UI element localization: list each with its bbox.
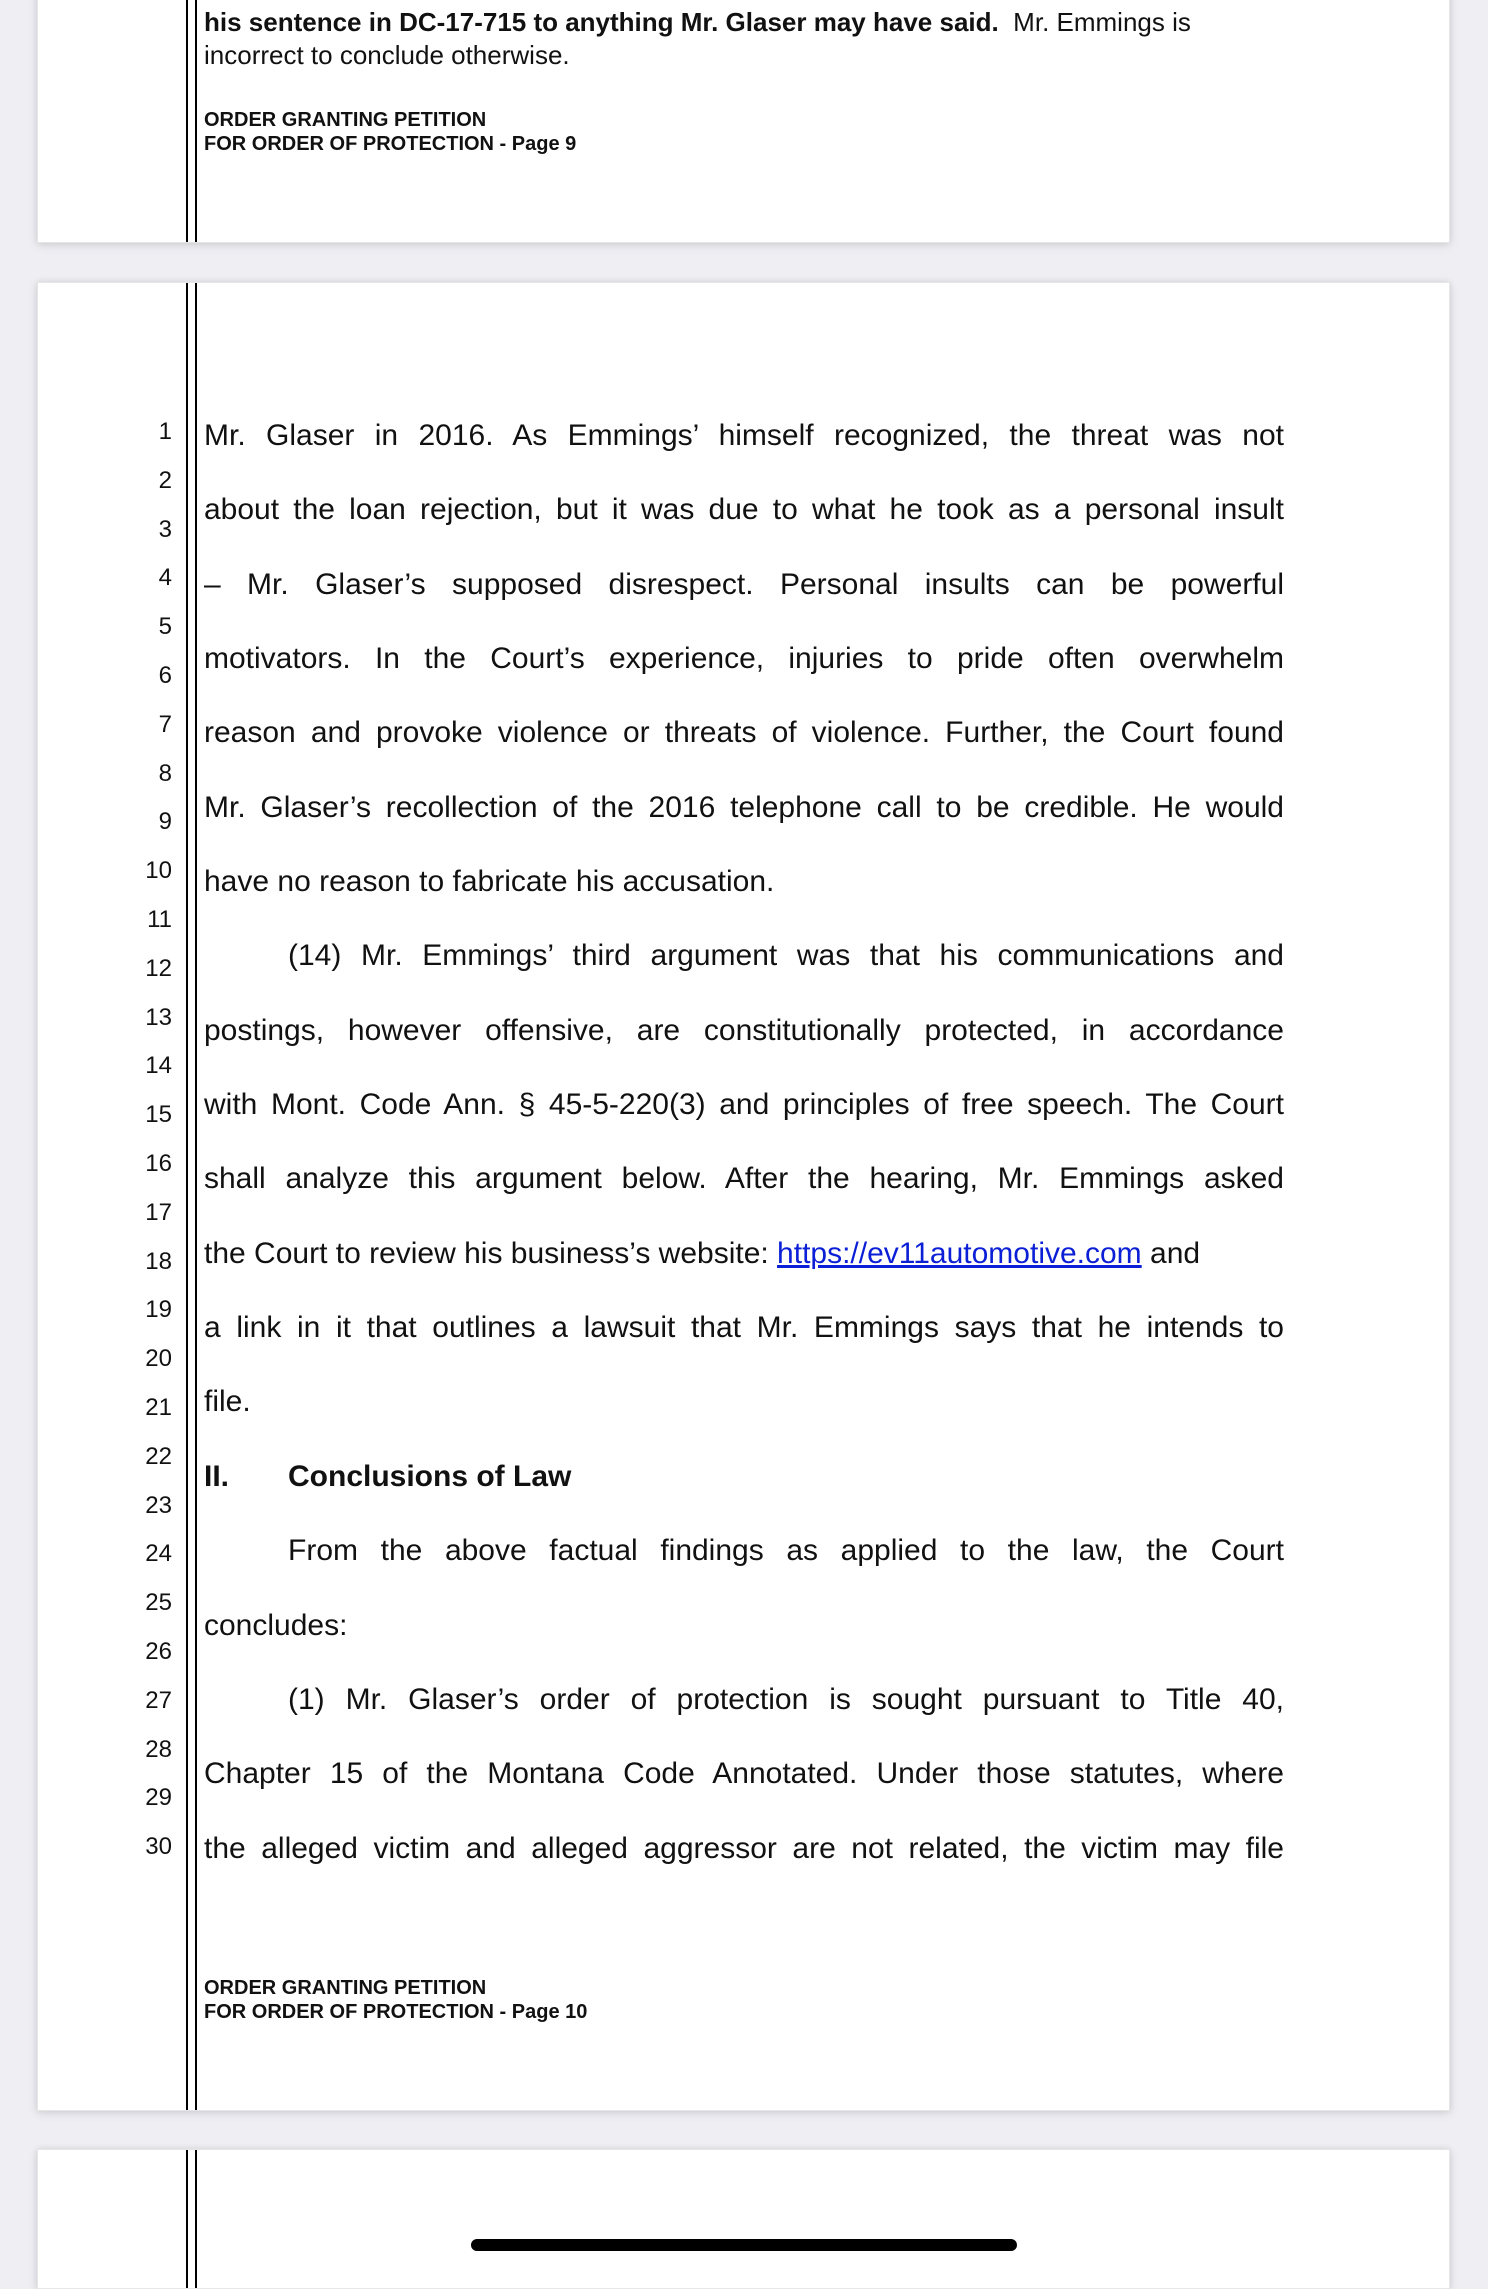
margin-rule-right	[195, 283, 197, 2110]
line-number: 8	[158, 759, 172, 787]
line-number: 9	[158, 808, 172, 836]
line-number: 14	[145, 1052, 172, 1080]
margin-rule-right	[195, 2150, 197, 2288]
document-page-9	[37, 0, 1450, 243]
link-suffix-text: and	[1141, 1237, 1201, 1270]
footer-title: ORDER GRANTING PETITION	[204, 109, 487, 131]
page-footer	[204, 1976, 587, 2024]
line-number: 30	[145, 1833, 172, 1861]
link-prefix-text: the Court to review his business’s website:	[204, 1237, 778, 1270]
line-number: 18	[145, 1247, 172, 1275]
paragraph-line	[204, 1536, 1284, 1566]
line-number: 6	[158, 662, 172, 689]
body-line: Mr. Glaser’s recollection of the 2016 telephone call to be credible. He would	[204, 791, 1284, 824]
margin-rule-right	[195, 0, 197, 242]
bold-text: his sentence in DC-17-715 to anything Mr. Glaser may have said.	[204, 7, 999, 37]
paragraph-text: (1) Mr. Glaser’s order of protection is sought pursuant to Title 40,	[288, 1683, 1284, 1716]
line-number: 13	[145, 1003, 172, 1031]
margin-rule-left	[186, 0, 188, 242]
line-number: 17	[145, 1198, 172, 1226]
page-footer	[204, 108, 576, 156]
paragraph-text: (14) Mr. Emmings’ third argument was that his communications and	[288, 939, 1284, 972]
footer-page-label: FOR ORDER OF PROTECTION - Page 10	[204, 2001, 588, 2023]
line-number: 29	[145, 1784, 172, 1812]
line-number: 20	[145, 1345, 172, 1373]
line-number: 15	[145, 1101, 172, 1129]
body-line: about the loan rejection, but it was due to what he took as a personal insult	[204, 493, 1284, 526]
body-line: file.	[204, 1385, 251, 1418]
body-line: – Mr. Glaser’s supposed disrespect. Personal insults can be powerful	[204, 568, 1284, 601]
body-line: postings, however offensive, are constitutionally protected, in accordance	[204, 1014, 1284, 1047]
line-number: 10	[145, 857, 172, 885]
document-page-11	[37, 2149, 1450, 2289]
body-line: Chapter 15 of the Montana Code Annotated. Under those statutes, where	[204, 1757, 1284, 1790]
section-number: II.	[204, 1460, 230, 1493]
line-number: 21	[145, 1394, 172, 1421]
line-number: 7	[158, 710, 172, 738]
line-number: 5	[158, 613, 172, 641]
section-title: Conclusions of Law	[288, 1460, 572, 1493]
paragraph-1-line	[204, 1685, 1284, 1715]
body-line: the alleged victim and alleged aggressor are not related, the victim may file	[204, 1832, 1284, 1865]
paragraph-14-line	[204, 941, 1284, 971]
footer-title: ORDER GRANTING PETITION	[204, 1977, 487, 1999]
section-heading	[204, 1462, 1284, 1492]
body-line: have no reason to fabricate his accusation.	[204, 865, 775, 898]
regular-text: Mr. Emmings is	[998, 7, 1191, 37]
line-number: 19	[145, 1296, 172, 1324]
line-number: 23	[145, 1491, 172, 1519]
body-line: with Mont. Code Ann. § 45-5-220(3) and principles of free speech. The Court	[204, 1088, 1284, 1121]
body-line: incorrect to conclude otherwise.	[204, 40, 570, 70]
line-number: 3	[158, 515, 172, 543]
line-number: 16	[145, 1150, 172, 1177]
home-indicator-bar[interactable]	[471, 2239, 1017, 2251]
line-number: 22	[145, 1442, 172, 1470]
body-line: reason and provoke violence or threats of violence. Further, the Court found	[204, 716, 1284, 749]
line-number: 4	[158, 564, 172, 592]
footer-page-label: FOR ORDER OF PROTECTION - Page 9	[204, 133, 577, 155]
margin-rule-left	[186, 283, 188, 2110]
line-number: 25	[145, 1589, 172, 1617]
line-number: 2	[158, 466, 172, 494]
margin-rule-left	[186, 2150, 188, 2288]
line-number: 12	[145, 954, 172, 982]
body-line: Mr. Glaser in 2016. As Emmings’ himself recognized, the threat was not	[204, 419, 1284, 452]
line-number: 1	[158, 418, 172, 445]
line-number: 26	[145, 1638, 172, 1665]
line-number: 28	[145, 1735, 172, 1763]
body-line: motivators. In the Court’s experience, injuries to pride often overwhelm	[204, 642, 1284, 675]
website-link[interactable]: https://ev11automotive.com	[777, 1237, 1142, 1270]
line-number: 24	[145, 1540, 172, 1568]
paragraph-text: From the above factual findings as applied to the law, the Court	[288, 1534, 1284, 1567]
body-line: concludes:	[204, 1609, 348, 1642]
body-line	[204, 9, 1191, 35]
body-line-with-link	[204, 1239, 1284, 1269]
line-number: 11	[147, 906, 172, 933]
line-number: 27	[145, 1686, 172, 1714]
body-line: a link in it that outlines a lawsuit that Mr. Emmings says that he intends to	[204, 1311, 1284, 1344]
document-page-10	[37, 282, 1450, 2111]
body-line: shall analyze this argument below. After the hearing, Mr. Emmings asked	[204, 1162, 1284, 1195]
